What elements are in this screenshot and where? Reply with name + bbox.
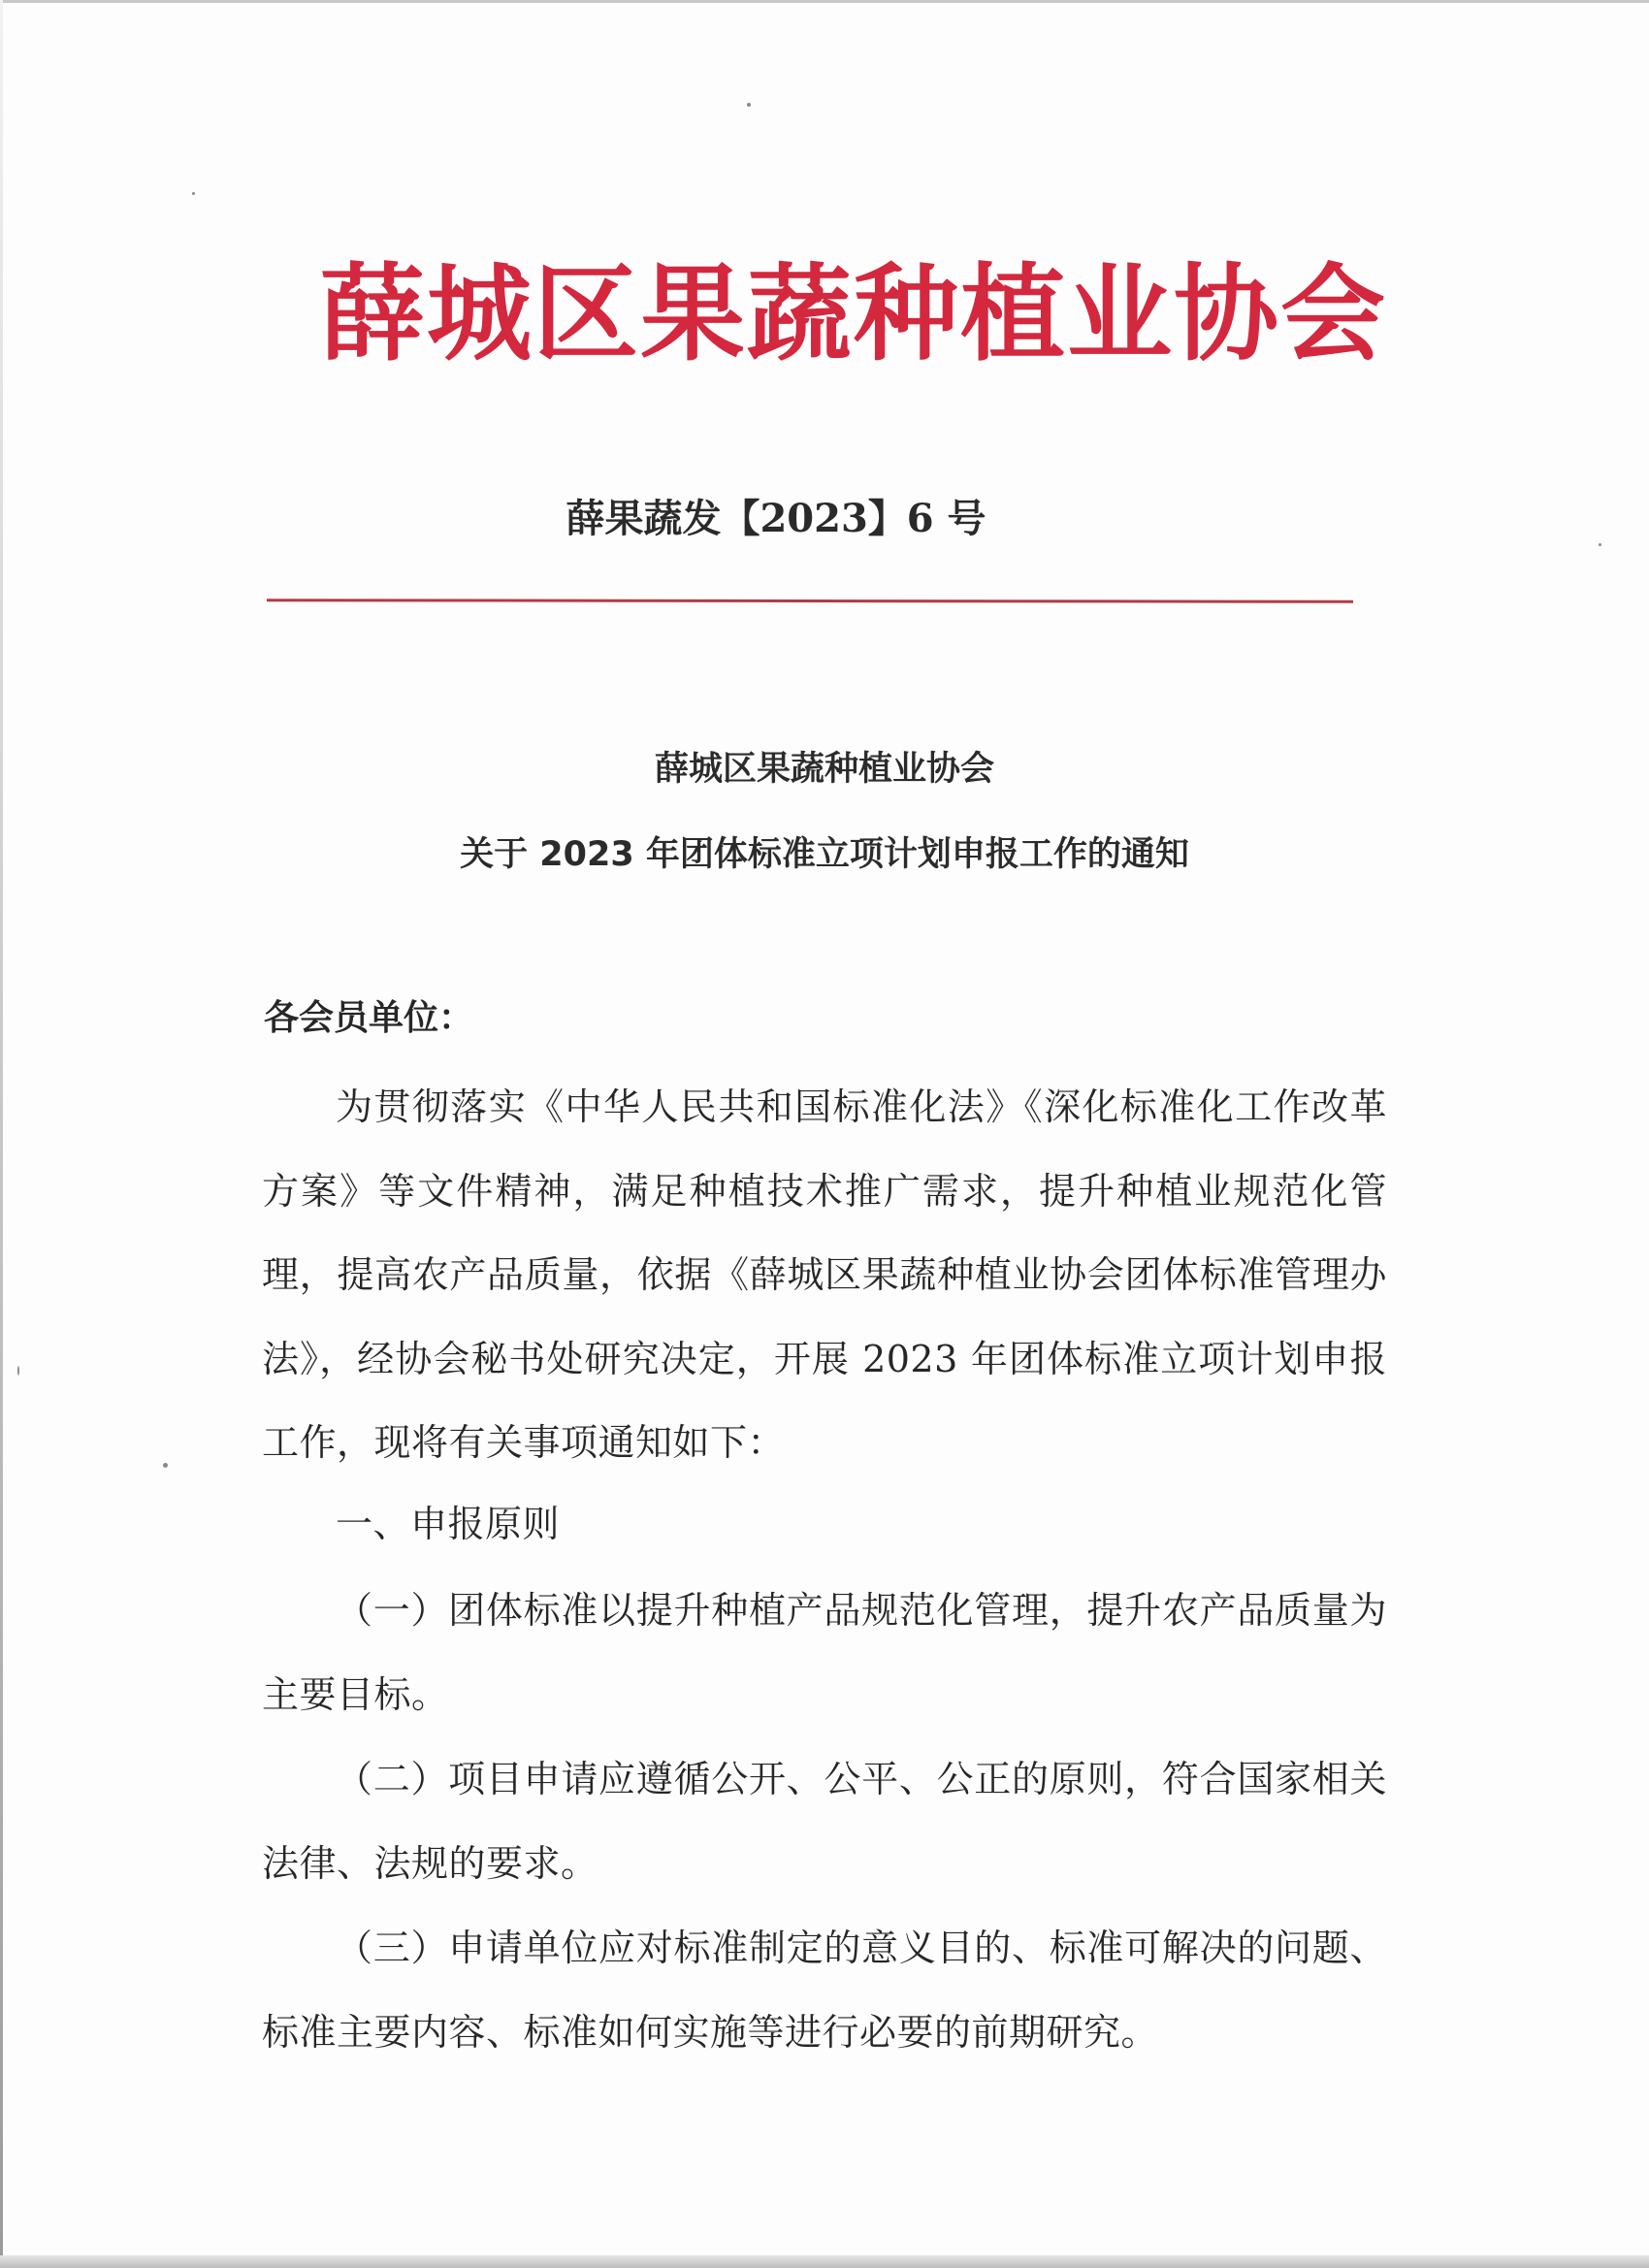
salutation: 各会员单位：	[264, 998, 474, 1038]
scan-edge-top	[0, 0, 1649, 3]
scan-speck	[747, 103, 751, 107]
section-heading: 一、申报原则	[336, 1503, 561, 1545]
scan-edge-left	[0, 0, 3, 2268]
scan-speck	[163, 1463, 168, 1468]
principle-item-2: （二）项目申请应遵循公开、公平、公正的原则，符合国家相关法律、法规的要求。	[262, 1758, 1387, 1885]
scan-edge-bottom	[0, 2255, 1649, 2268]
notice-title-subject: 关于 2023 年团体标准立项计划申报工作的通知	[460, 835, 1189, 874]
notice-title-organization: 薛城区果蔬种植业协会	[654, 750, 994, 789]
principle-item-3: （三）申请单位应对标准制定的意义目的、标准可解决的问题、标准主要内容、标准如何实施等进行必要的前期研究。	[262, 1927, 1387, 2054]
document-number: 薛果蔬发【2023】6 号	[566, 496, 986, 541]
principle-item-1: （一）团体标准以提升种植产品规范化管理，提升农产品质量为主要目标。	[262, 1589, 1387, 1716]
scan-speck	[17, 1366, 19, 1376]
intro-paragraph: 为贯彻落实《中华人民共和国标准化法》《深化标准化工作改革方案》等文件精神，满足种植技术推广需求，提升种植业规范化管理，提高农产品质量，依据《薛城区果蔬种植业协会团体标准管理办法》，经协会秘书处研究决定，开展 2023 年团体标准立项计划申报工作，现将有关事项通知如下：	[262, 1085, 1387, 1464]
organization-masthead: 薛城区果蔬种植业协会	[319, 254, 1387, 375]
red-separator-rule	[267, 599, 1353, 603]
scan-speck	[192, 192, 195, 195]
scan-speck	[1599, 543, 1601, 546]
